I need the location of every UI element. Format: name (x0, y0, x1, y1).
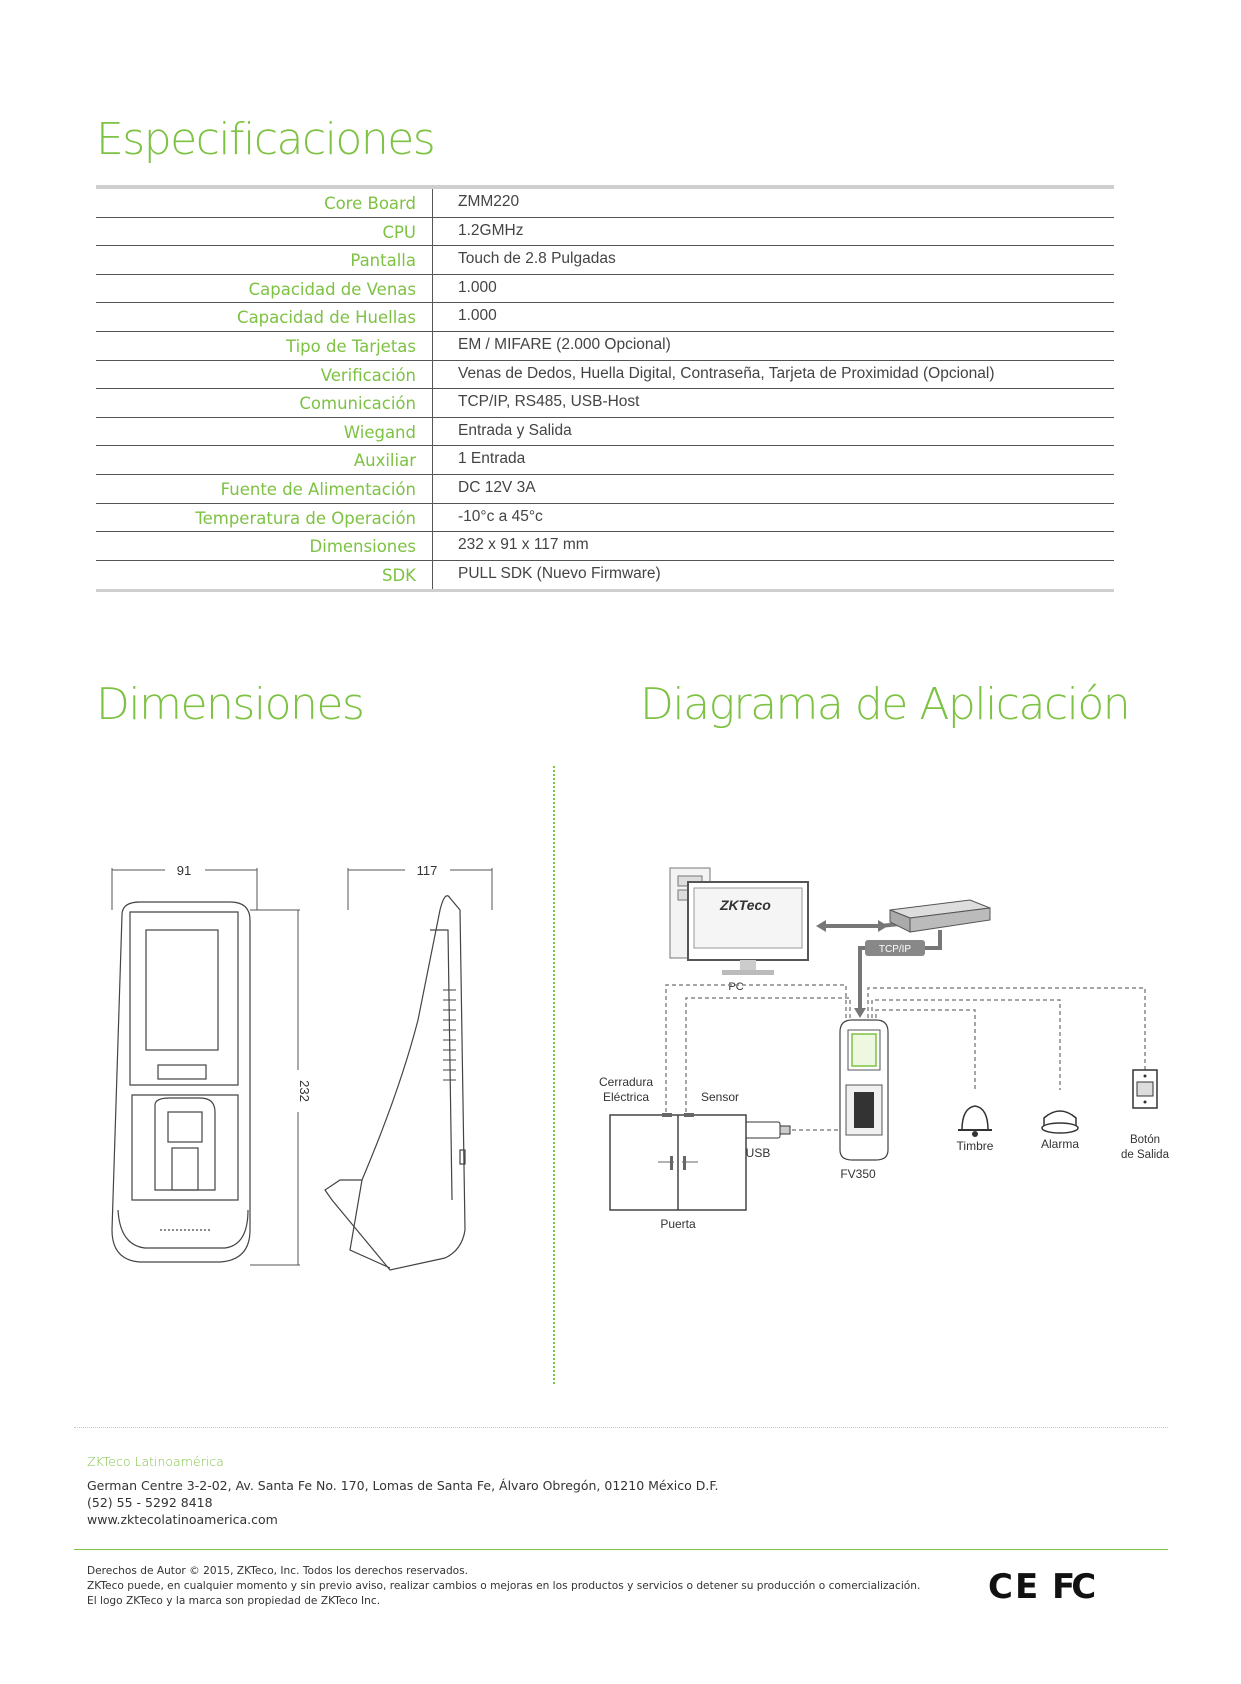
spec-value: PULL SDK (Nuevo Firmware) (458, 564, 661, 582)
device-label: FV350 (840, 1167, 876, 1181)
spec-row (96, 332, 1114, 361)
pc-logo: ZKTeco (720, 897, 771, 913)
tcpip-label: TCP/IP (878, 944, 912, 955)
spec-label: Temperatura de Operación (96, 504, 433, 532)
spec-label: CPU (96, 218, 433, 246)
spec-value: -10°c a 45°c (458, 507, 543, 525)
spec-label: Wiegand (96, 418, 433, 446)
spec-label: Capacidad de Venas (96, 275, 433, 303)
spec-row (96, 389, 1114, 418)
spec-row (96, 303, 1114, 332)
side-view (325, 896, 465, 1270)
bell-label: Timbre (956, 1139, 994, 1153)
application-diagram (590, 860, 1190, 1240)
spec-row (96, 246, 1114, 275)
exit-label-1: Botón (1129, 1134, 1161, 1146)
spec-label: Fuente de Alimentación (96, 475, 433, 503)
section-divider (553, 766, 555, 1384)
footer-phone: (52) 55 - 5292 8418 (87, 1495, 213, 1510)
alarm-icon (1042, 1111, 1078, 1133)
lock-label-1: Cerradura (598, 1075, 654, 1089)
spec-row (96, 475, 1114, 504)
legal-copyright: Derechos de Autor © 2015, ZKTeco, Inc. Todos los derechos reservados. (87, 1565, 469, 1577)
footer-address: German Centre 3-2-02, Av. Santa Fe No. 170, Lomas de Santa Fe, Álvaro Obregón, 01210 México D.F. (87, 1478, 719, 1493)
exit-label-2: de Salida (1121, 1149, 1169, 1161)
spec-label: SDK (96, 561, 433, 590)
spec-value: EM / MIFARE (2.000 Opcional) (458, 335, 671, 353)
bell-icon (958, 1106, 992, 1137)
legal-trademark: El logo ZKTeco y la marca son propiedad de ZKTeco Inc. (87, 1595, 381, 1607)
usb-icon (740, 1122, 790, 1138)
spec-value: Touch de 2.8 Pulgadas (458, 250, 616, 268)
exit-button-icon (1133, 1070, 1157, 1108)
front-view (112, 902, 250, 1262)
sensor-label: Sensor (700, 1090, 740, 1104)
spec-label: Tipo de Tarjetas (96, 332, 433, 360)
spec-label: Auxiliar (96, 446, 433, 474)
application-title: Diagrama de Aplicación (640, 679, 1130, 730)
door-icon (610, 1113, 746, 1210)
spec-value: TCP/IP, RS485, USB-Host (458, 393, 640, 411)
spec-value: Entrada y Salida (458, 421, 572, 439)
footer-company: ZKTeco Latinoamérica (87, 1454, 224, 1469)
footer-divider (74, 1427, 1168, 1428)
dimension-width: 91 (176, 863, 192, 878)
spec-row (96, 532, 1114, 561)
alarm-label: Alarma (1040, 1137, 1080, 1151)
pc-label: PC (728, 981, 744, 993)
usb-label: USB (745, 1146, 771, 1160)
dimension-depth: 117 (416, 863, 438, 878)
spec-value: DC 12V 3A (458, 478, 536, 496)
footer-web[interactable]: www.zktecolatinoamerica.com (87, 1512, 278, 1527)
spec-label: Pantalla (96, 246, 433, 274)
fv350-device-icon (840, 1020, 888, 1160)
dimensions-drawing (100, 850, 520, 1280)
spec-row (96, 361, 1114, 390)
ce-mark-icon: CE (988, 1567, 1041, 1607)
spec-value: 1.000 (458, 307, 497, 325)
spec-value: Venas de Dedos, Huella Digital, Contraseña, Tarjeta de Proximidad (Opcional) (458, 364, 995, 382)
dimension-height: 232 (297, 1080, 312, 1102)
spec-value: 1.000 (458, 278, 497, 296)
spec-row (96, 504, 1114, 533)
spec-label: Capacidad de Huellas (96, 303, 433, 331)
spec-row (96, 418, 1114, 447)
spec-row (96, 275, 1114, 304)
spec-row (96, 561, 1114, 590)
lock-label-2: Eléctrica (602, 1090, 650, 1104)
spec-value: 1.2GMHz (458, 221, 524, 239)
specs-title: Especificaciones (96, 114, 435, 165)
legal-divider (74, 1549, 1168, 1550)
spec-label: Verificación (96, 361, 433, 389)
fcc-mark-icon: FC (1052, 1567, 1093, 1607)
spec-row (96, 446, 1114, 475)
specs-table (96, 185, 1114, 592)
spec-value: 232 x 91 x 117 mm (458, 536, 589, 554)
spec-value: ZMM220 (458, 193, 520, 210)
spec-row (96, 189, 1114, 218)
spec-label: Core Board (96, 189, 433, 217)
network-switch-icon (890, 900, 990, 932)
spec-value: 1 Entrada (458, 450, 526, 468)
dimensions-title: Dimensiones (96, 679, 364, 730)
pc-icon (670, 868, 808, 975)
door-label: Puerta (660, 1217, 696, 1231)
spec-row (96, 218, 1114, 247)
spec-label: Comunicación (96, 389, 433, 417)
legal-notice: ZKTeco puede, en cualquier momento y sin previo aviso, realizar cambios o mejoras en los productos y servicios o detener su producción o comercialización. (87, 1580, 921, 1592)
spec-label: Dimensiones (96, 532, 433, 560)
